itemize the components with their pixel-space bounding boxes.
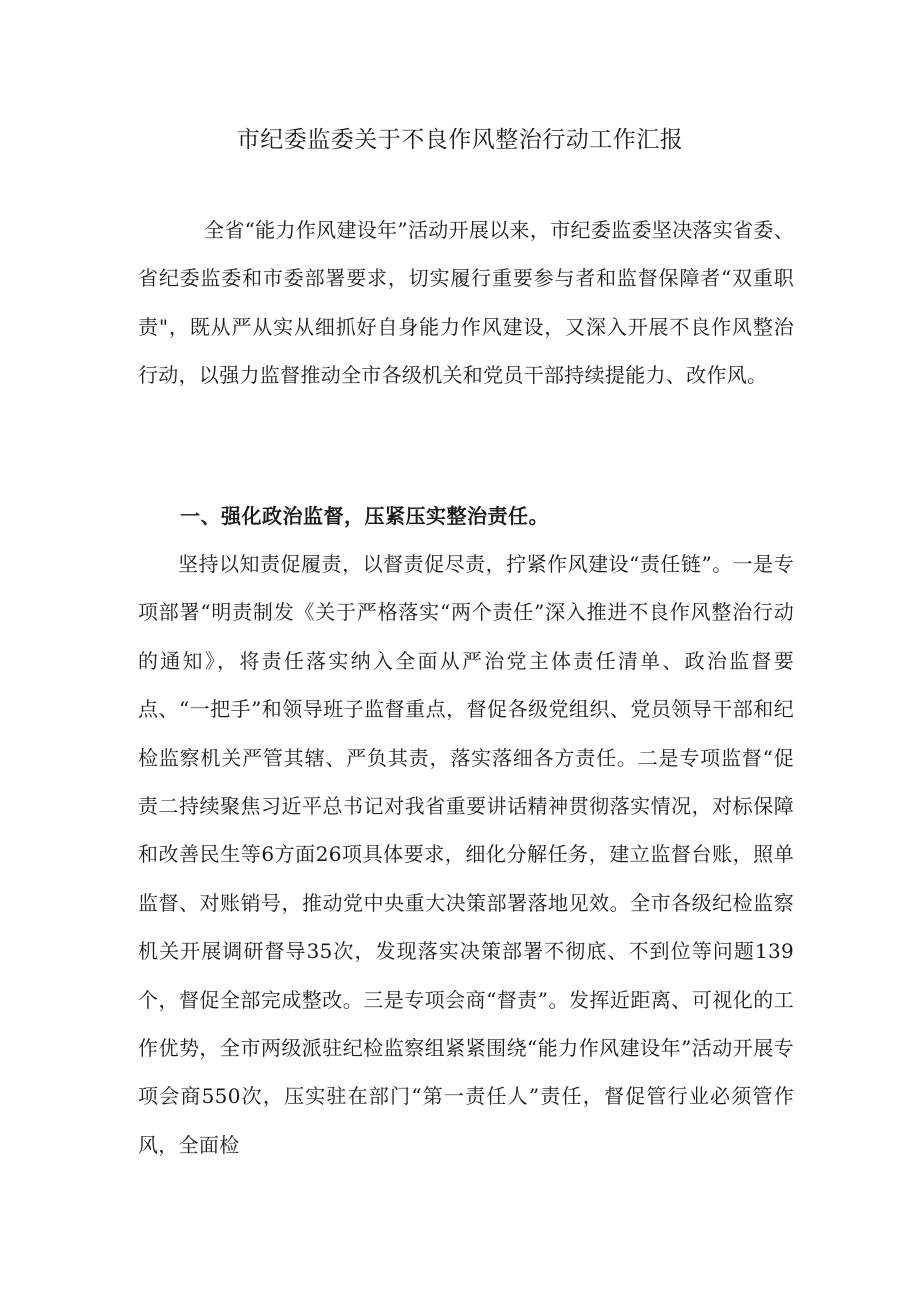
intro-paragraph: 全省“能力作风建设年”活动开展以来，市纪委监委坚决落实省委、省纪委监委和市委部署要求，切实履行重要参与者和监督保障者“双重职责"，既从严从实从细抓好自身能力作风建设，又深入开展不良作风整治行动，以强力监督推动全市各级机关和党员干部持续提能力、改作风。: [138, 218, 794, 388]
section-paragraph: 坚持以知责促履责，以督责促尽责，拧紧作风建设“责任链”。一是专项部署“明责制发《关于严格落实“两个责任”深入推进不良作风整治行动的通知》，将责任落实纳入全面从严治党主体责任清单、政治监督要点、“一把手”和领导班子监督重点，督促各级党组织、党员领导干部和纪检监察机关严管其辖、严负其责，落实落细各方责任。二是专项监督“促责二持续聚焦习近平总书记对我省重要讲话精神贯彻落实情况，对标保障和改善民生等6方面26项具体要求，细化分解任务，建立监督台账，照单监督、对账销号，推动党中央重大决策部署落地见效。全市各级纪检监察机关开展调研督导35次，发现落实决策部署不彻底、不到位等问题139个，督促全部完成整改。三是专项会商“督责”。发挥近距离、可视化的工作优势，全市两级派驻纪检监察组紧紧围绕“能力作风建设年”活动开展专项会商550次，压实驻在部门“第一责任人”责任，督促管行业必须管作风，全面检: [138, 552, 794, 1157]
section-heading: 一、强化政治监督，压紧压实整治责任。: [180, 504, 549, 528]
document-title: 市纪委监委关于不良作风整治行动工作汇报: [236, 127, 684, 153]
